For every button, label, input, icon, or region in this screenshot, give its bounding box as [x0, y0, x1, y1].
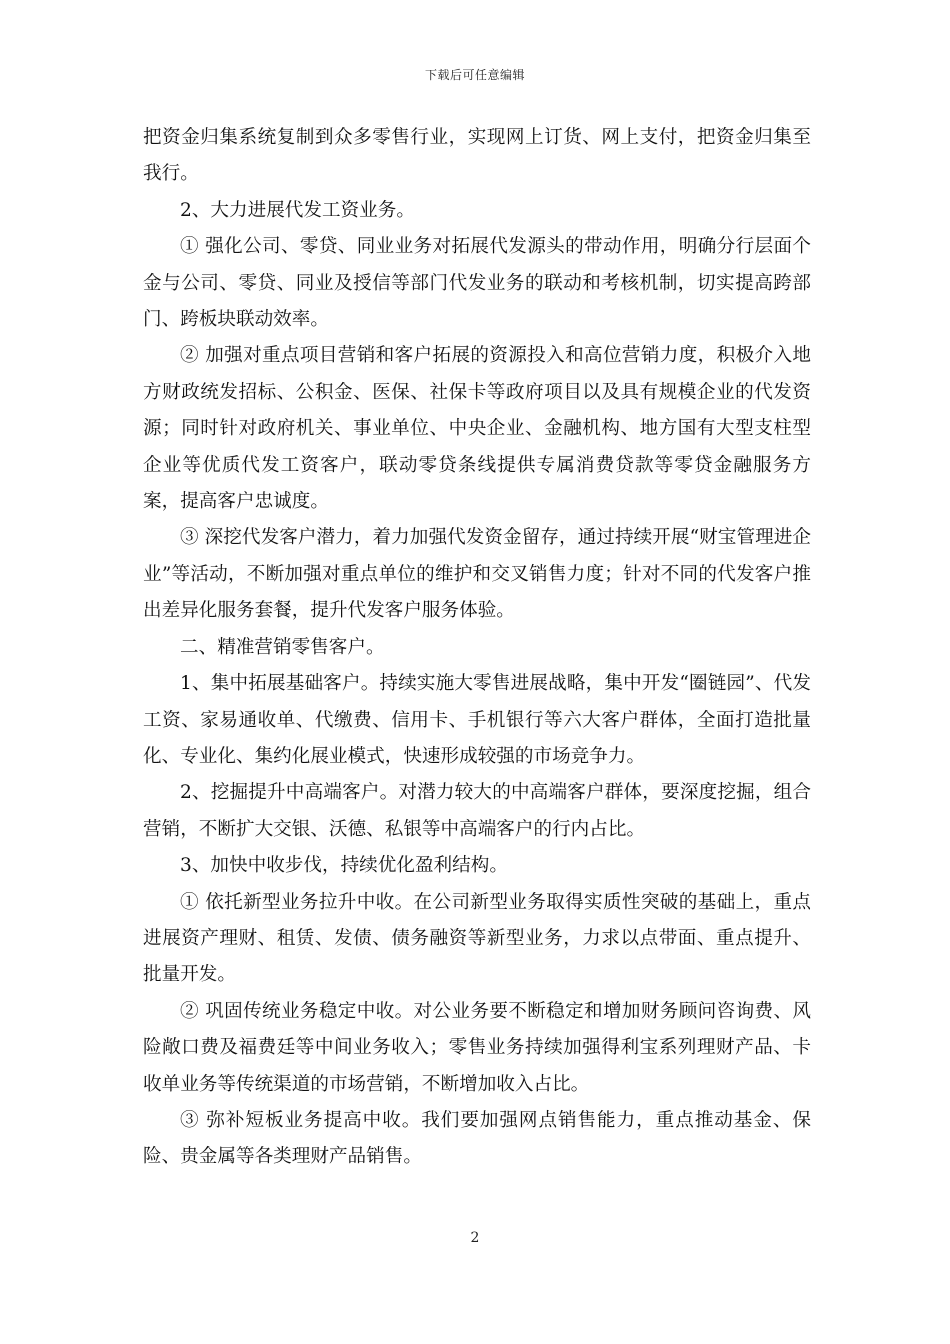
paragraph: 2、大力进展代发工资业务。 [180, 199, 415, 221]
paragraph: ② 加强对重点项目营销和客户拓展的资源投入和高位营销力度，积极介入地方财政统发招标、公积金、医保、社保卡等政府项目以及具有规模企业的代发资源；同时针对政府机关、事业单位、中央企业、金融机构、地方国有大型支柱型企业等优质代发工资客户，联动零贷条线提供专属消费贷款等零贷金融服务方案，提高客户忠诚度。 [143, 345, 811, 513]
document-body [143, 120, 811, 1176]
paragraph: 2、挖掘提升中高端客户。对潜力较大的中高端客户群体，要深度挖掘，组合营销，不断扩大交银、沃德、私银等中高端客户的行内占比。 [143, 782, 811, 840]
paragraph: ③ 弥补短板业务提高中收。我们要加强网点销售能力，重点推动基金、保险、贵金属等各类理财产品销售。 [143, 1109, 811, 1168]
paragraph: 把资金归集系统复制到众多零售行业，实现网上订货、网上支付，把资金归集至我行。 [143, 127, 811, 185]
page-number: 2 [470, 1230, 480, 1246]
paragraph: ② 巩固传统业务稳定中收。对公业务要不断稳定和增加财务顾问咨询费、风险敞口费及福费廷等中间业务收入；零售业务持续加强得利宝系列理财产品、卡收单业务等传统渠道的市场营销，不断增加收入占比。 [143, 1000, 811, 1095]
paragraph: 3、加快中收步伐，持续优化盈利结构。 [180, 855, 508, 877]
section-heading: 二、精准营销零售客户。 [180, 636, 385, 658]
paragraph: ① 依托新型业务拉升中收。在公司新型业务取得实质性突破的基础上，重点进展资产理财、租赁、发债、债务融资等新型业务，力求以点带面、重点提升、批量开发。 [143, 891, 811, 986]
page-header: 下载后可任意编辑 [424, 68, 525, 82]
paragraph: ① 强化公司、零贷、同业业务对拓展代发源头的带动作用，明确分行层面个金与公司、零贷、同业及授信等部门代发业务的联动和考核机制，切实提高跨部门、跨板块联动效率。 [143, 236, 811, 331]
paragraph: 1、集中拓展基础客户。持续实施大零售进展战略，集中开发“圈链园”、代发工资、家易通收单、代缴费、信用卡、手机银行等六大客户群体，全面打造批量化、专业化、集约化展业模式，快速形成较强的市场竞争力。 [143, 673, 811, 767]
paragraph: ③ 深挖代发客户潜力，着力加强代发资金留存，通过持续开展“财宝管理进企业”等活动，不断加强对重点单位的维护和交叉销售力度；针对不同的代发客户推出差异化服务套餐，提升代发客户服务体验。 [143, 527, 811, 622]
